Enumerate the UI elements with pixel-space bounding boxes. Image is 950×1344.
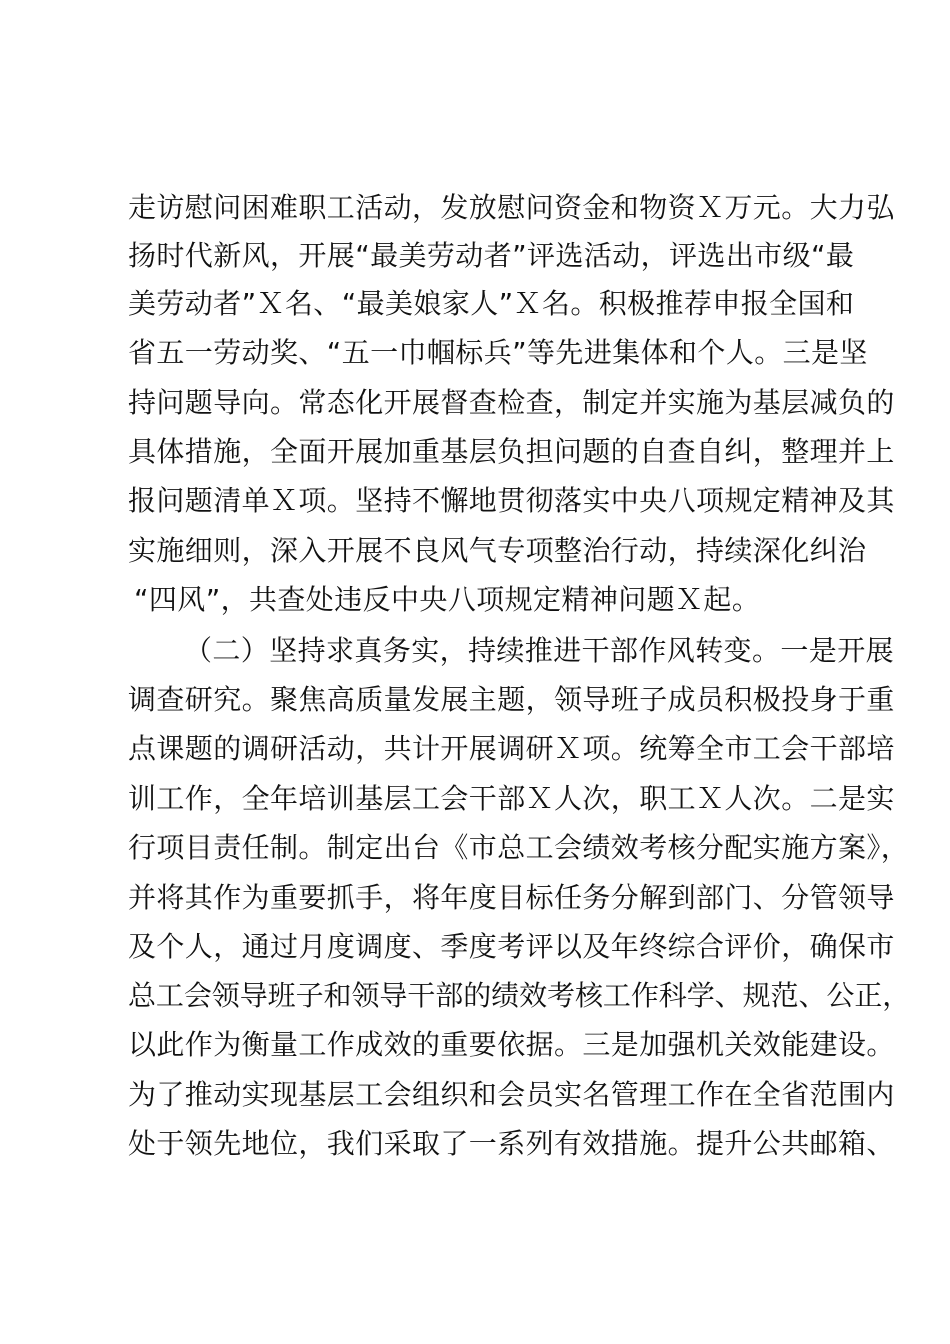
text-line: 及个人，通过月度调度、季度考评以及年终综合评价，确保市	[128, 930, 895, 963]
text-line: 以此作为衡量工作成效的重要依据。三是加强机关效能建设。	[128, 1028, 895, 1061]
text-line: 调查研究。聚焦高质量发展主题，领导班子成员积极投身于重	[128, 683, 895, 716]
paragraph-start-line: （二）坚持求真务实，持续推进干部作风转变。一是开展	[184, 634, 895, 667]
text-line: 处于领先地位，我们采取了一系列有效措施。提升公共邮箱、	[128, 1127, 895, 1160]
text-line: 实施细则，深入开展不良风气专项整治行动，持续深化纠治	[128, 534, 867, 567]
text-line: 为了推动实现基层工会组织和会员实名管理工作在全省范围内	[128, 1078, 895, 1111]
text-line: 总工会领导班子和领导干部的绩效考核工作科学、规范、公正，	[128, 979, 911, 1012]
text-line: 扬时代新风，开展“最美劳动者”评选活动，评选出市级“最	[128, 239, 855, 272]
text-line: 行项目责任制。制定出台《市总工会绩效考核分配实施方案》，	[128, 831, 910, 864]
text-line: 训工作，全年培训基层工会干部Ｘ人次，职工Ｘ人次。二是实	[128, 782, 895, 815]
text-line: 报问题清单Ｘ项。坚持不懈地贯彻落实中央八项规定精神及其	[128, 484, 895, 517]
text-line: 并将其作为重要抓手，将年度目标任务分解到部门、分管领导	[128, 881, 895, 914]
text-line: 省五一劳动奖、“五一巾帼标兵”等先进集体和个人。三是坚	[128, 336, 868, 369]
text-line: “四风”，共查处违反中央八项规定精神问题Ｘ起。	[134, 583, 761, 616]
text-line: 走访慰问困难职工活动，发放慰问资金和物资Ｘ万元。大力弘	[128, 191, 895, 224]
text-line: 美劳动者”Ｘ名、“最美娘家人”Ｘ名。积极推荐申报全国和	[128, 287, 855, 320]
text-line: 具体措施，全面开展加重基层负担问题的自查自纠，整理并上	[128, 435, 895, 468]
text-line: 持问题导向。常态化开展督查检查，制定并实施为基层减负的	[128, 386, 895, 419]
text-line: 点课题的调研活动，共计开展调研Ｘ项。统筹全市工会干部培	[128, 732, 895, 765]
